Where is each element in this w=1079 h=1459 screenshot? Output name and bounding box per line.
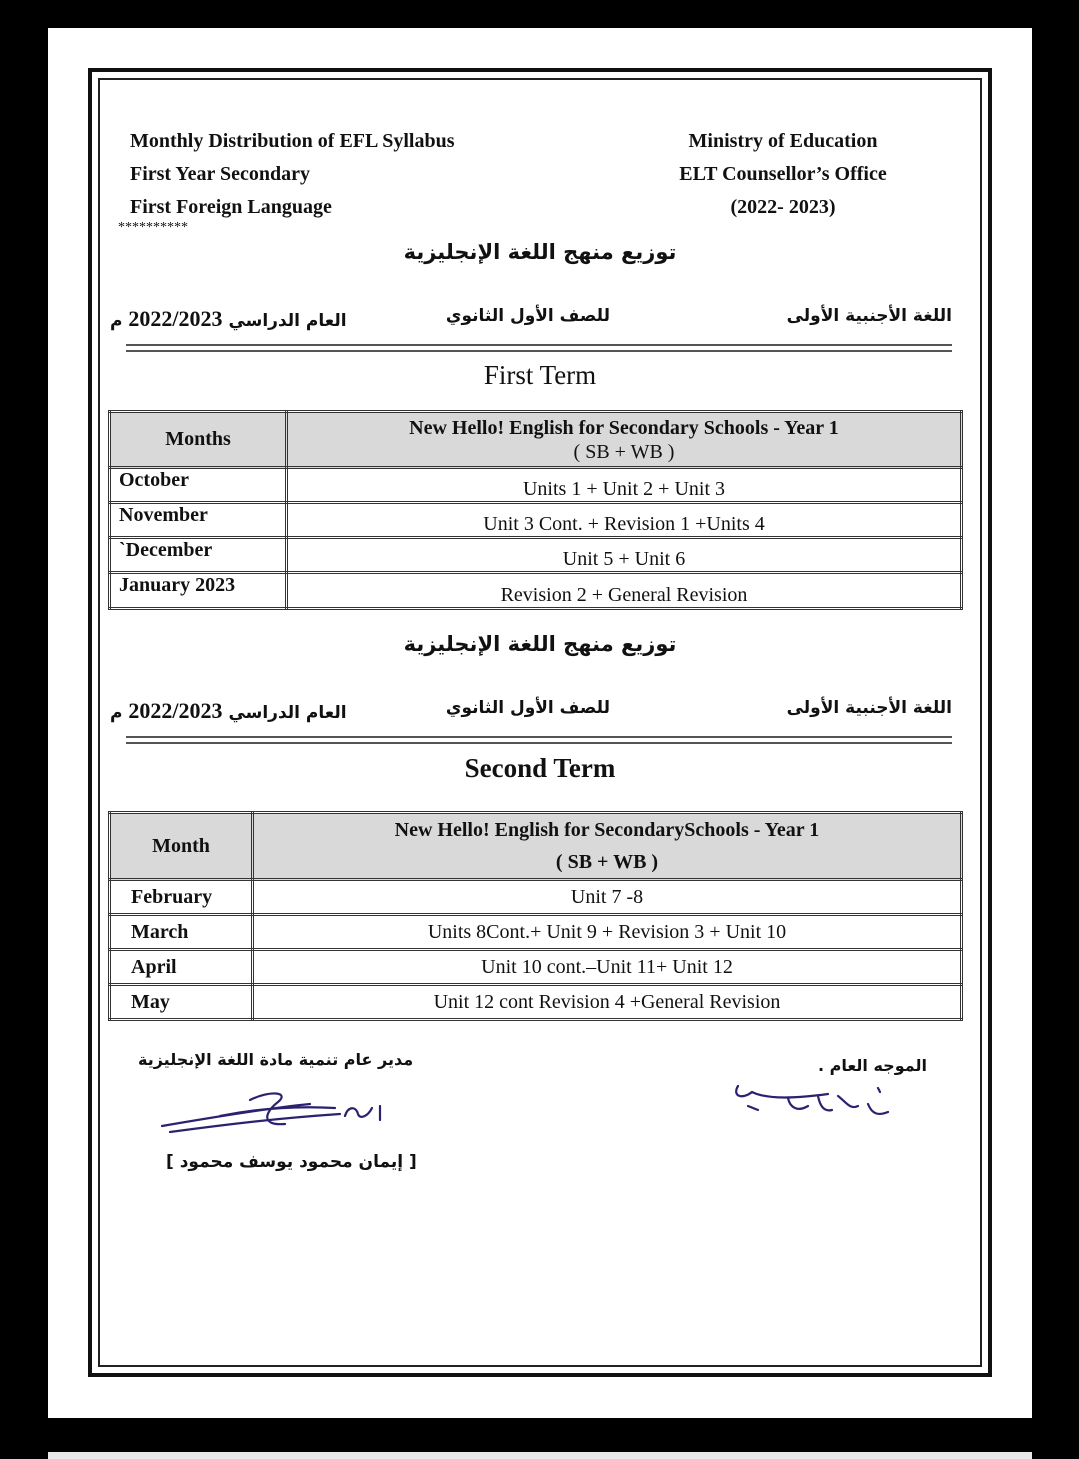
document-page bbox=[48, 28, 1032, 1418]
header-grade: First Year Secondary bbox=[130, 163, 310, 185]
col-book-header bbox=[253, 813, 962, 880]
book-subtitle: ( SB + WB ) bbox=[555, 851, 659, 873]
header-office: ELT Counsellor’s Office bbox=[679, 163, 887, 185]
table-row bbox=[110, 573, 962, 609]
book-subtitle: ( SB + WB ) bbox=[573, 440, 675, 463]
table-header-row bbox=[110, 412, 962, 468]
first-term-title: First Term bbox=[483, 360, 597, 390]
arabic-year bbox=[110, 306, 347, 332]
book-title: New Hello! English for SecondarySchools - Year 1 bbox=[394, 819, 820, 841]
arabic-grade: للصف الأول الثانوي bbox=[445, 306, 610, 326]
content-cell: Units 1 + Unit 2 + Unit 3 bbox=[287, 468, 962, 503]
content-cell: Units 8Cont.+ Unit 9 + Revision 3 + Unit 10 bbox=[253, 915, 962, 950]
header-ministry: Ministry of Education bbox=[688, 130, 878, 152]
header-years: (2022- 2023) bbox=[730, 196, 836, 218]
arabic-year-label: العام الدراسي bbox=[228, 703, 347, 723]
month-cell: November bbox=[110, 503, 287, 538]
book-title: New Hello! English for Secondary Schools - Year 1 bbox=[409, 416, 839, 439]
second-term-table bbox=[108, 811, 963, 1021]
table-row bbox=[110, 915, 962, 950]
content-cell: Unit 12 cont Revision 4 +General Revision bbox=[253, 985, 962, 1020]
arabic-year-suffix: م bbox=[110, 703, 123, 723]
supervisor-signature-icon bbox=[728, 1076, 898, 1126]
bottom-edge bbox=[48, 1452, 1032, 1459]
arabic-year-suffix: م bbox=[110, 311, 123, 331]
header-stars: ********** bbox=[118, 220, 188, 235]
separator-line bbox=[126, 736, 952, 744]
table-row bbox=[110, 950, 962, 985]
content-cell: Revision 2 + General Revision bbox=[287, 573, 962, 609]
header-right bbox=[608, 125, 958, 224]
col-month-header: Months bbox=[110, 412, 287, 468]
arabic-grade: للصف الأول الثانوي bbox=[445, 698, 610, 718]
supervisor-title: الموجه العام . bbox=[818, 1056, 927, 1075]
second-term-title: Second Term bbox=[464, 753, 616, 783]
arabic-language: اللغة الأجنبية الأولى bbox=[786, 306, 952, 326]
month-cell: May bbox=[110, 985, 253, 1020]
arabic-info-row bbox=[110, 306, 952, 336]
table-header-row bbox=[110, 813, 962, 880]
content-cell: Unit 5 + Unit 6 bbox=[287, 538, 962, 573]
arabic-title: توزيع منهج اللغة الإنجليزية bbox=[403, 632, 677, 656]
table-row bbox=[110, 468, 962, 503]
month-cell: March bbox=[110, 915, 253, 950]
month-cell: April bbox=[110, 950, 253, 985]
separator-line bbox=[126, 344, 952, 352]
table-row bbox=[110, 503, 962, 538]
month-cell: January 2023 bbox=[110, 573, 287, 609]
director-title: مدير عام تنمية مادة اللغة الإنجليزية bbox=[138, 1050, 414, 1069]
arabic-year-label: العام الدراسي bbox=[228, 311, 347, 331]
header-language: First Foreign Language bbox=[130, 196, 332, 218]
arabic-title: توزيع منهج اللغة الإنجليزية bbox=[403, 240, 677, 264]
col-book-header bbox=[287, 412, 962, 468]
first-term-table bbox=[108, 410, 963, 610]
col-month-header: Month bbox=[110, 813, 253, 880]
content-cell: Unit 7 -8 bbox=[253, 880, 962, 915]
table-row bbox=[110, 880, 962, 915]
content-cell: Unit 10 cont.–Unit 11+ Unit 12 bbox=[253, 950, 962, 985]
header-left bbox=[130, 125, 455, 224]
table-row bbox=[110, 985, 962, 1020]
arabic-language: اللغة الأجنبية الأولى bbox=[786, 698, 952, 718]
arabic-info-row bbox=[110, 698, 952, 728]
director-signature-icon bbox=[160, 1086, 390, 1138]
header-title: Monthly Distribution of EFL Syllabus bbox=[130, 130, 455, 152]
month-cell: `December bbox=[110, 538, 287, 573]
month-cell: October bbox=[110, 468, 287, 503]
table-row bbox=[110, 538, 962, 573]
arabic-year bbox=[110, 698, 347, 724]
arabic-year-value: 2022/2023 bbox=[128, 306, 223, 331]
content-cell: Unit 3 Cont. + Revision 1 +Units 4 bbox=[287, 503, 962, 538]
arabic-year-value: 2022/2023 bbox=[128, 698, 223, 723]
month-cell: February bbox=[110, 880, 253, 915]
director-name: [ إيمان محمود يوسف محمود ] bbox=[166, 1152, 417, 1172]
